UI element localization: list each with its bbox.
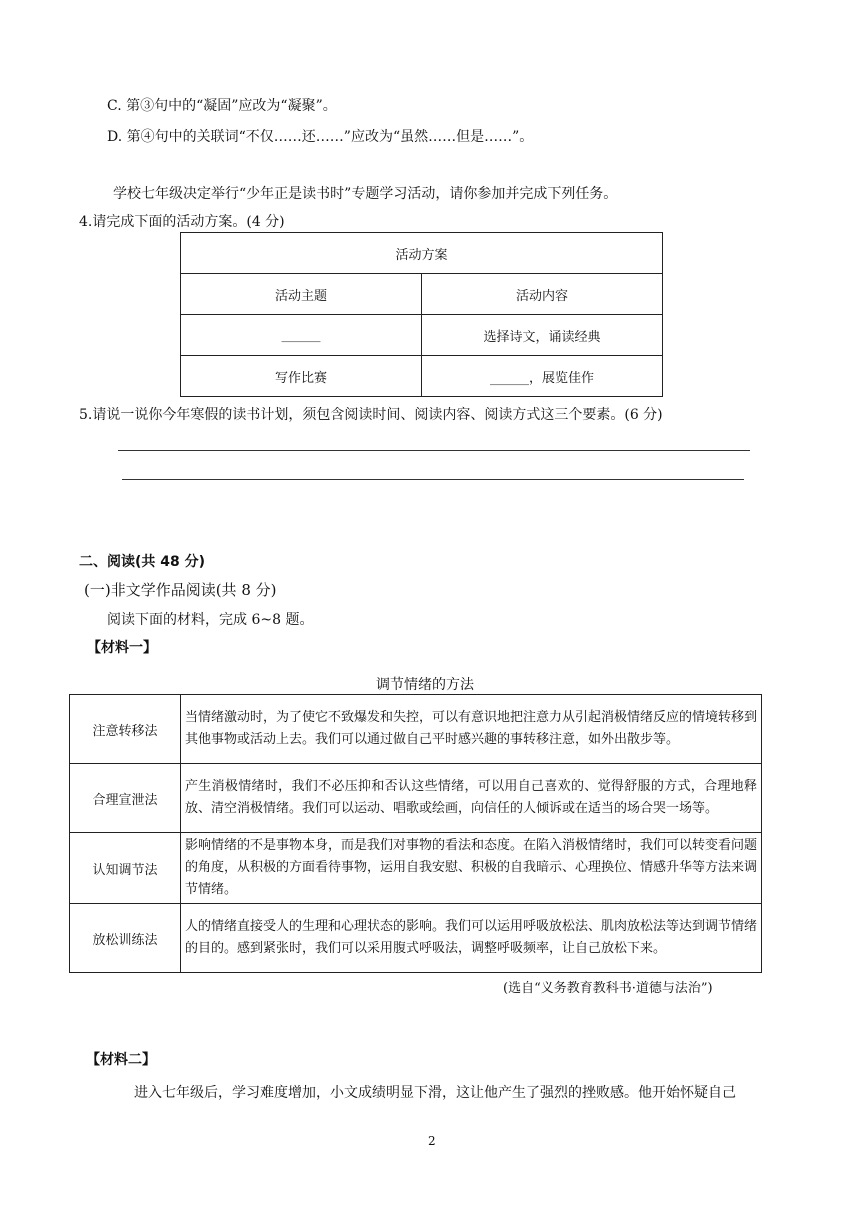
material-2-text: 进入七年级后，学习难度增加，小文成绩明显下滑，这让他产生了强烈的挫败感。他开始怀疑自己 (134, 1085, 736, 1101)
activity-intro: 学校七年级决定举行“少年正是读书时”专题学习活动，请你参加并完成下列任务。 (113, 186, 618, 202)
answer-line-1 (118, 450, 750, 451)
page-number: 2 (428, 1134, 436, 1148)
question-4: 4.请完成下面的活动方案。(4 分) (79, 214, 285, 230)
section-title: 二、阅读(共 48 分) (79, 554, 206, 570)
method-name: 合理宣泄法 (70, 764, 181, 833)
method-name: 放松训练法 (70, 904, 181, 973)
table-row (70, 695, 762, 764)
method-desc: 人的情绪直接受人的生理和心理状态的影响。我们可以运用呼吸放松法、肌肉放松法等达到调节情绪的目的。感到紧张时，我们可以采用腹式呼吸法，调整呼吸频率，让自己放松下来。 (181, 904, 762, 973)
answer-line-2 (122, 479, 744, 480)
method-desc: 当情绪激动时，为了使它不致爆发和失控，可以有意识地把注意力从引起消极情绪反应的情境转移到其他事物或活动上去。我们可以通过做自己平时感兴趣的事转移注意，如外出散步等。 (181, 695, 762, 764)
table-row (70, 764, 762, 833)
option-d: D. 第④句中的关联词“不仅……还……”应改为“虽然……但是……”。 (107, 129, 534, 145)
table-row (70, 833, 762, 904)
source-citation: (选自“义务教育教科书·道德与法治”) (503, 981, 713, 996)
method-desc: 产生消极情绪时，我们不必压抑和否认这些情绪，可以用自己喜欢的、觉得舒服的方式，合理地释放、清空消极情绪。我们可以运动、唱歌或绘画，向信任的人倾诉或在适当的场合哭一场等。 (181, 764, 762, 833)
method-desc: 影响情绪的不是事物本身，而是我们对事物的看法和态度。在陷入消极情绪时，我们可以转变看问题的角度，从积极的方面看待事物，运用自我安慰、积极的自我暗示、心理换位、情感升华等方法来调节情绪。 (181, 833, 762, 904)
plan-header-theme: 活动主题 (181, 274, 422, 315)
question-5: 5.请说一说你今年寒假的读书计划，须包含阅读时间、阅读内容、阅读方式这三个要素。(6 分) (79, 407, 663, 423)
plan-cell-content: 选择诗文，诵读经典 (422, 315, 663, 356)
activity-plan-table (180, 232, 663, 397)
plan-cell-theme: 写作比赛 (181, 356, 422, 397)
option-c: C. 第③句中的“凝固”应改为“凝聚”。 (107, 98, 337, 114)
subsection-title: (一)非文学作品阅读(共 8 分) (84, 581, 277, 599)
method-name: 认知调节法 (70, 833, 181, 904)
plan-cell-blank-content: ______，展览佳作 (422, 356, 663, 397)
plan-header-content: 活动内容 (422, 274, 663, 315)
emotion-methods-table (69, 694, 762, 973)
material-1-label: 【材料一】 (87, 640, 157, 656)
table-row (70, 904, 762, 973)
plan-cell-blank-theme: ______ (181, 315, 422, 356)
method-name: 注意转移法 (70, 695, 181, 764)
material-2-label: 【材料二】 (86, 1052, 156, 1068)
methods-table-title: 调节情绪的方法 (376, 677, 474, 693)
reading-instruction: 阅读下面的材料，完成 6~8 题。 (107, 612, 314, 628)
plan-table-title: 活动方案 (181, 233, 663, 274)
